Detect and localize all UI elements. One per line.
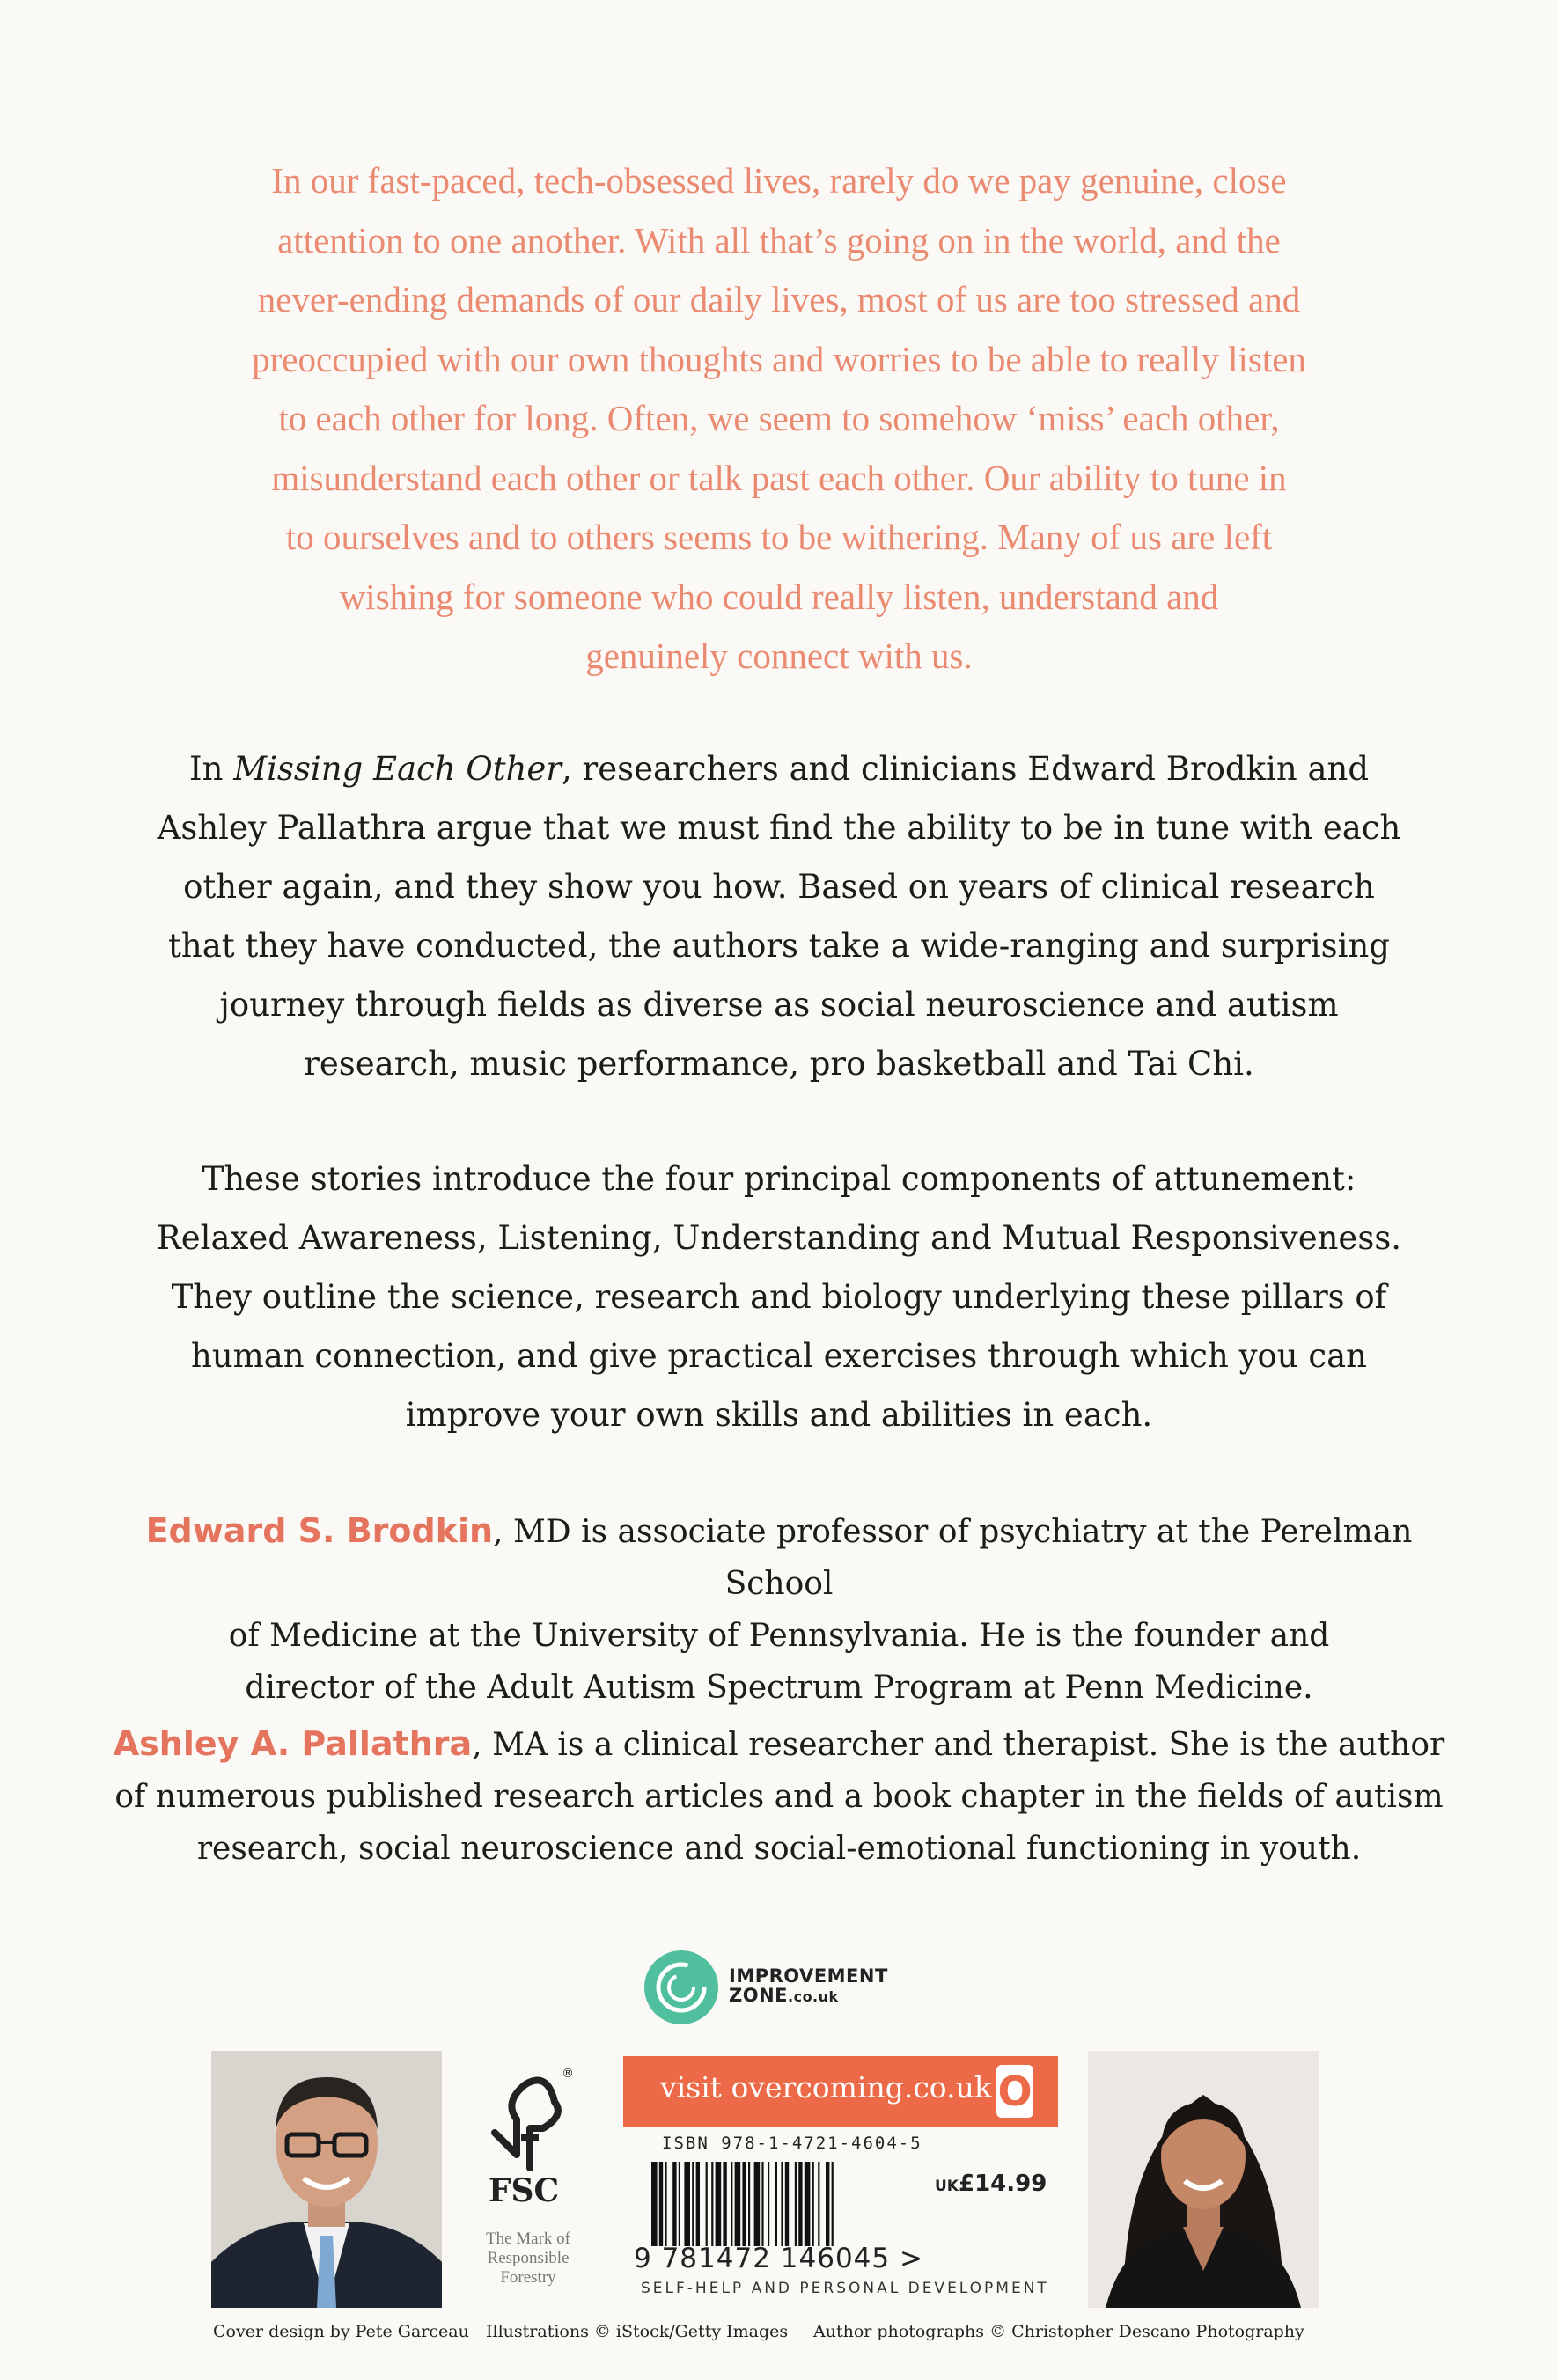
- blurb-line: In our fast-paced, tech-obsessed lives, rarely do we pay genuine, close: [271, 160, 1287, 201]
- barcode-bar: [672, 2162, 676, 2246]
- barcode-bar: [761, 2162, 763, 2246]
- barcode-digits: 9 781472 146045 >: [634, 2243, 923, 2274]
- fsc-label: FSC: [488, 2172, 560, 2209]
- tagline-line: Forestry: [500, 2268, 556, 2287]
- barcode-bar: [785, 2162, 789, 2246]
- barcode-bar: [711, 2162, 713, 2246]
- text-line: director of the Adult Autism Spectrum Program at Penn Medicine.: [245, 1670, 1313, 1706]
- isbn-label: ISBN 978-1-4721-4604-5: [662, 2134, 922, 2153]
- genre-label: SELF-HELP AND PERSONAL DEVELOPMENT: [641, 2280, 1049, 2297]
- barcode-bar: [805, 2162, 811, 2246]
- barcode-bar: [651, 2162, 658, 2246]
- price-prefix: UK: [935, 2178, 959, 2195]
- credit-cover-design: Cover design by Pete Garceau: [213, 2322, 469, 2341]
- blurb-line: to each other for long. Often, we seem to somehow ‘miss’ each other,: [278, 398, 1280, 438]
- blurb-line: misunderstand each other or talk past each other. Our ability to tune in: [271, 457, 1287, 498]
- author-photo-brodkin: [211, 2051, 442, 2308]
- text-line: research, music performance, pro basketball and Tai Chi.: [304, 1045, 1254, 1083]
- text-line: of numerous published research articles and a book chapter in the fields of autism: [114, 1779, 1444, 1815]
- barcode-bar: [706, 2162, 708, 2246]
- barcode-bar: [775, 2162, 777, 2246]
- banner-link-text[interactable]: visit overcoming.co.uk: [660, 2070, 992, 2105]
- credit-illustrations: Illustrations © iStock/Getty Images: [486, 2322, 789, 2341]
- text-run: , MD is associate professor of psychiatry at the Perelman School: [493, 1514, 1413, 1602]
- barcode-icon: [648, 2162, 928, 2255]
- fsc-tree-icon: [477, 2067, 574, 2172]
- text-line: research, social neuroscience and social-emotional functioning in youth.: [196, 1831, 1362, 1867]
- barcode-bar: [795, 2162, 797, 2246]
- barcode-bar: [781, 2162, 783, 2246]
- text-line: Ashley Pallathra argue that we must find the ability to be in tune with each: [157, 809, 1401, 847]
- credit-author-photos: Author photographs © Christopher Descano Photography: [813, 2322, 1304, 2341]
- barcode-bar: [748, 2162, 750, 2246]
- cover-blurb: [132, 151, 1426, 687]
- barcode-bar: [679, 2162, 680, 2246]
- blurb-line: to ourselves and to others seems to be withering. Many of us are left: [285, 517, 1273, 557]
- text-line: of Medicine at the University of Pennsylvania. He is the founder and: [228, 1618, 1330, 1654]
- text-line: improve your own skills and abilities in each.: [405, 1396, 1153, 1434]
- barcode-bar: [818, 2162, 819, 2246]
- barcode-bar: [692, 2162, 694, 2246]
- text-line: Relaxed Awareness, Listening, Understanding and Mutual Responsiveness.: [156, 1219, 1402, 1257]
- barcode-bar: [659, 2162, 663, 2246]
- text-line: They outline the science, research and biology underlying these pillars of: [171, 1278, 1387, 1316]
- barcode-bar: [665, 2162, 666, 2246]
- text-line: human connection, and give practical exercises through which you can: [191, 1337, 1367, 1375]
- logo-line: IMPROVEMENT: [729, 1965, 888, 1987]
- fsc-tagline: [475, 2229, 581, 2288]
- author-bio-pallathra: [106, 1718, 1452, 1875]
- barcode-bar: [768, 2162, 769, 2246]
- improvement-zone-icon: [644, 1950, 718, 2024]
- description-paragraph-2: [106, 1150, 1452, 1444]
- blurb-line: never-ending demands of our daily lives, most of us are too stressed and: [257, 279, 1301, 320]
- overcoming-banner: [623, 2056, 1058, 2127]
- barcode-bar: [735, 2162, 741, 2246]
- text-line: journey through fields as diverse as social neuroscience and autism: [219, 986, 1339, 1024]
- blurb-line: attention to one another. With all that’s going on in the world, and the: [277, 219, 1281, 261]
- fsc-logo: [467, 2067, 590, 2296]
- text-line: other again, and they show you how. Based on years of clinical research: [183, 868, 1375, 906]
- barcode-bar: [723, 2162, 726, 2246]
- barcode-bar: [832, 2162, 834, 2246]
- blurb-line: genuinely connect with us.: [585, 635, 973, 676]
- improvement-zone-logo: [644, 1950, 908, 2024]
- registered-mark: ®: [562, 2067, 574, 2081]
- price: [935, 2171, 1047, 2197]
- tagline-line: The Mark of: [485, 2229, 571, 2248]
- text-line: These stories introduce the four principal components of attunement:: [202, 1160, 1356, 1198]
- text-run: In: [188, 750, 234, 788]
- barcode-bar: [716, 2162, 722, 2246]
- tagline-line: Responsible: [487, 2249, 570, 2267]
- logo-line: ZONE: [729, 1985, 788, 2006]
- barcode-bar: [696, 2162, 700, 2246]
- barcode-bar: [684, 2162, 690, 2246]
- text-run: , researchers and clinicians Edward Brodkin and: [562, 750, 1370, 788]
- blurb-line: wishing for someone who could really listen, understand and: [339, 576, 1219, 617]
- barcode-bar: [754, 2162, 761, 2246]
- barcode-bar: [798, 2162, 802, 2246]
- logo-domain: .co.uk: [788, 1988, 839, 2005]
- author-name: Ashley A. Pallathra: [113, 1724, 473, 1763]
- description-paragraph-1: [106, 739, 1452, 1093]
- author-bio-brodkin: [106, 1505, 1452, 1714]
- author-name: Edward S. Brodkin: [145, 1511, 494, 1550]
- barcode-bar: [812, 2162, 814, 2246]
- blurb-line: preoccupied with our own thoughts and worries to be able to really listen: [252, 338, 1306, 379]
- price-value: £14.99: [958, 2171, 1047, 2197]
- barcode-bar: [826, 2162, 829, 2246]
- barcode-bar: [742, 2162, 746, 2246]
- barcode-bar: [731, 2162, 732, 2246]
- author-photo-pallathra: [1088, 2051, 1319, 2308]
- book-title: Missing Each Other: [233, 750, 562, 788]
- improvement-zone-text: [729, 1966, 888, 2007]
- text-run: , MA is a clinical researcher and therapist. She is the author: [472, 1727, 1445, 1763]
- overcoming-logo-icon: O: [996, 2065, 1033, 2118]
- text-line: that they have conducted, the authors take a wide-ranging and surprising: [168, 927, 1390, 965]
